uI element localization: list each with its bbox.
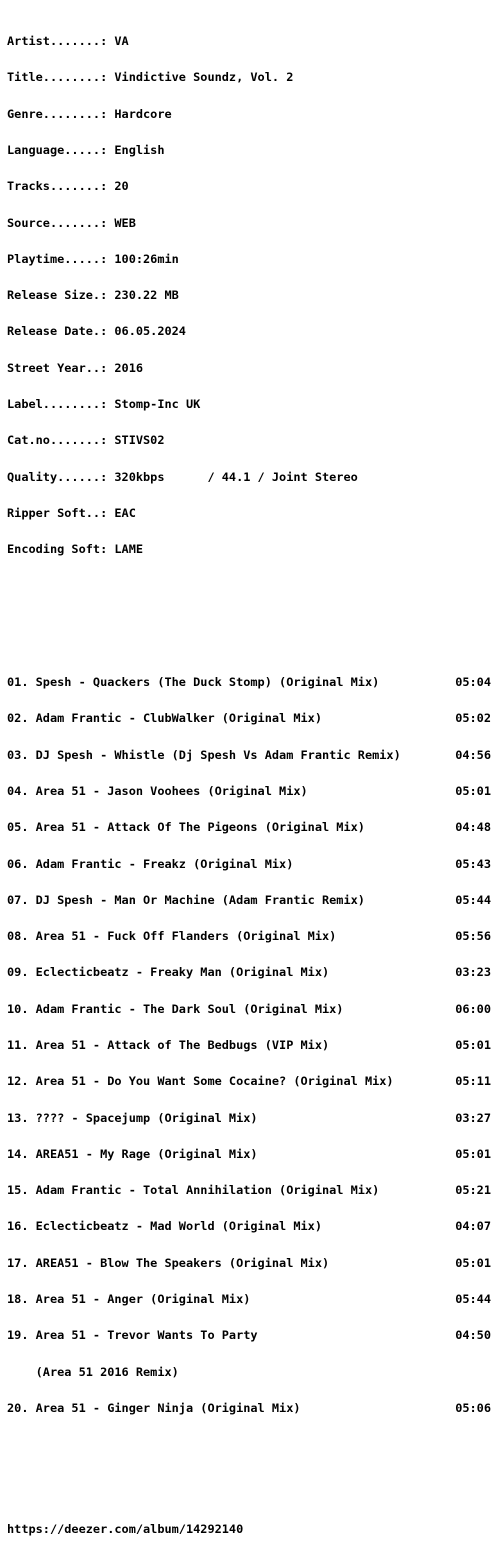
track-title: 17. AREA51 - Blow The Speakers (Original Mix) [7, 1255, 330, 1270]
track-row [7, 821, 491, 833]
track-duration: 04:56 [455, 747, 491, 762]
track-duration: 04:07 [455, 1219, 491, 1234]
track-duration: 05:04 [455, 675, 491, 690]
track-row [7, 1075, 491, 1087]
track-title: 04. Area 51 - Jason Voohees (Original Mix) [7, 784, 308, 798]
track-duration: 05:21 [455, 1183, 491, 1198]
track-duration: 05:01 [455, 784, 491, 798]
track-title: 20. Area 51 - Ginger Ninja (Original Mix) [7, 1400, 301, 1415]
track-title: 03. DJ Spesh - Whistle (Dj Spesh Vs Adam Frantic Remix) [7, 747, 401, 762]
info-release-size: Release Size.: 230.22 MB [7, 288, 179, 303]
track-duration: 05:44 [455, 892, 491, 907]
info-cat-no: Cat.no.......: STIVS02 [7, 433, 165, 448]
track-duration: 05:01 [455, 1146, 491, 1161]
track-title: 05. Area 51 - Attack Of The Pigeons (Original Mix) [7, 820, 365, 835]
spacer [7, 1474, 491, 1486]
track-title: 13. ???? - Spacejump (Original Mix) [7, 1110, 258, 1125]
track-title: 09. Eclecticbeatz - Freaky Man (Original Mix) [7, 965, 330, 980]
track-duration: 05:56 [455, 929, 491, 944]
info-quality: Quality......: 320kbps / 44.1 / Joint Stereo [7, 469, 358, 484]
track-title: 18. Area 51 - Anger (Original Mix) [7, 1291, 251, 1306]
spacer [7, 592, 491, 616]
track-row-continuation [7, 1366, 491, 1378]
info-genre: Genre........: Hardcore [7, 106, 172, 121]
track-row [7, 749, 491, 761]
release-info-text [7, 11, 491, 1547]
track-duration: 05:01 [455, 1037, 491, 1052]
track-title: 12. Area 51 - Do You Want Some Cocaine? (Original Mix) [7, 1074, 394, 1089]
track-title: 15. Adam Frantic - Total Annihilation (Original Mix) [7, 1183, 380, 1198]
track-title: 16. Eclecticbeatz - Mad World (Original Mix) [7, 1219, 322, 1234]
track-duration: 05:11 [455, 1074, 491, 1089]
track-title: 08. Area 51 - Fuck Off Flanders (Original Mix) [7, 929, 337, 944]
info-street-year: Street Year..: 2016 [7, 360, 144, 375]
track-duration: 05:06 [455, 1400, 491, 1415]
track-duration: 03:23 [455, 965, 491, 980]
track-title: 14. AREA51 - My Rage (Original Mix) [7, 1146, 258, 1161]
tracklist [7, 652, 491, 1438]
track-row [7, 712, 491, 724]
track-duration: 06:00 [455, 1001, 491, 1016]
track-title: 02. Adam Frantic - ClubWalker (Original Mix) [7, 711, 322, 726]
track-title: 01. Spesh - Quackers (The Duck Stomp) (Original Mix) [7, 675, 380, 690]
track-row [7, 1039, 491, 1051]
info-title: Title........: Vindictive Soundz, Vol. 2 [7, 70, 294, 85]
track-row [7, 1220, 491, 1232]
info-playtime: Playtime.....: 100:26min [7, 251, 179, 266]
track-row [7, 1257, 491, 1269]
track-duration: 05:44 [455, 1291, 491, 1306]
track-title: 19. Area 51 - Trevor Wants To Party [7, 1328, 258, 1343]
info-encoding-soft: Encoding Soft: LAME [7, 542, 144, 557]
track-title: (Area 51 2016 Remix) [7, 1364, 179, 1379]
track-row [7, 1003, 491, 1015]
track-duration: 03:27 [455, 1110, 491, 1125]
info-release-date: Release Date.: 06.05.2024 [7, 324, 186, 339]
track-row [7, 1402, 491, 1414]
info-language: Language.....: English [7, 143, 165, 158]
track-row [7, 1184, 491, 1196]
track-row [7, 894, 491, 906]
info-artist: Artist.......: VA [7, 34, 129, 49]
track-title: 07. DJ Spesh - Man Or Machine (Adam Frantic Remix) [7, 892, 365, 907]
track-row [7, 1293, 491, 1305]
info-source: Source.......: WEB [7, 215, 136, 230]
track-title: 10. Adam Frantic - The Dark Soul (Original Mix) [7, 1001, 344, 1016]
info-tracks: Tracks.......: 20 [7, 179, 129, 194]
track-row [7, 1148, 491, 1160]
track-duration: 04:48 [455, 820, 491, 835]
info-ripper-soft: Ripper Soft..: EAC [7, 505, 136, 520]
track-duration: 05:02 [455, 711, 491, 726]
track-row [7, 858, 491, 870]
track-row [7, 930, 491, 942]
track-row [7, 676, 491, 688]
track-title: 11. Area 51 - Attack of The Bedbugs (VIP Mix) [7, 1037, 330, 1052]
track-row [7, 1329, 491, 1341]
track-duration: 05:43 [455, 856, 491, 871]
track-duration: 05:01 [455, 1255, 491, 1270]
track-duration: 04:50 [455, 1328, 491, 1343]
album-url: https://deezer.com/album/14292140 [7, 1521, 244, 1536]
track-row [7, 966, 491, 978]
track-row [7, 1112, 491, 1124]
track-row [7, 785, 491, 797]
track-title: 06. Adam Frantic - Freakz (Original Mix) [7, 856, 294, 871]
info-label: Label........: Stomp-Inc UK [7, 397, 201, 411]
